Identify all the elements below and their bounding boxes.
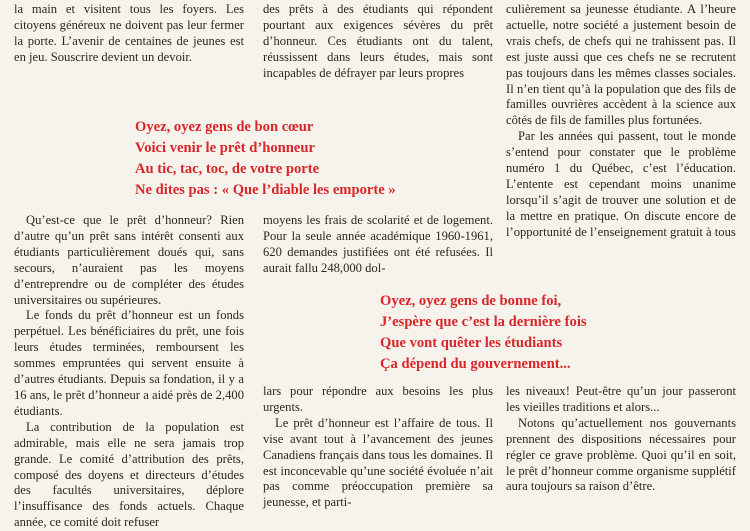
verse-line: Oyez, oyez gens de bon cœur [135, 119, 314, 135]
verse-stanza-1 [135, 117, 396, 201]
verse-line: J’espère que c’est la dernière fois [380, 314, 587, 330]
paragraph: Le prêt d’honneur est l’affaire de tous. Il vise avant tout à l’avancement des jeunes Canadiens français dans tous les domaines. Il est inconcevable qu’une société évoluée n’ait pas comme préoccupation première sa jeunesse, et parti- [263, 415, 493, 510]
verse-line: Oyez, oyez gens de bonne foi, [380, 293, 562, 309]
verse-line: Voici venir le prêt d’honneur [135, 140, 315, 156]
verse-line: Que vont quêter les étudiants [380, 335, 563, 351]
middle-column-1 [14, 213, 244, 531]
paragraph: des prêts à des étudiants qui répondent pourtant aux exigences sévères du prêt d’honneur. Ces étudiants ont du talent, réussissent dans leurs études, mais sont incapables de défrayer par leurs propres [263, 2, 493, 80]
paragraph: Par les années qui passent, tout le monde s’entend pour constater que le problème numéro 1 du Québec, c’est l’éducation. L’entente est cependant moins unanime lorsqu’il s’agit de trouver une solution et de la mettre en pratique. On discute encore de l’opportunité de l’enseignement gratuit à tous [506, 129, 736, 239]
middle-column-2 [263, 213, 493, 277]
paragraph: culièrement sa jeunesse étudiante. A l’heure actuelle, notre société a justement besoin de vrais chefs, de chefs qui ne trahissent pas. Il est juste aussi que ces chefs ne se recrutent pas toujours dans les mêmes classes sociales. Il n’en tient qu’à la population que des fils de familles ouvrières accèdent à la science aux côtés de fils de familles plus fortunées. [506, 2, 736, 128]
verse-line: Au tic, tac, toc, de votre porte [135, 161, 320, 177]
paragraph: lars pour répondre aux besoins les plus urgents. [263, 384, 493, 414]
verse-line: Ne dites pas : « Que l’diable les emporte » [135, 182, 396, 198]
bottom-column-2 [263, 384, 493, 511]
verse-stanza-2 [380, 291, 587, 375]
paragraph: la main et visitent tous les foyers. Les citoyens généreux ne doivent pas leur fermer la porte. L’avenir de centaines de jeunes est en jeu. Souscrire devient un devoir. [14, 2, 244, 64]
bottom-column-3 [506, 384, 736, 495]
paragraph: Qu’est-ce que le prêt d’honneur? Rien d’autre qu’un prêt sans intérêt consenti aux étudiants particulièrement doués qui, sans secours, n’auraient pas les moyens d’entreprendre ou de compléter des études universitaires ou supérieures. [14, 213, 244, 307]
paragraph: La contribution de la population est admirable, mais elle ne sera jamais trop grande. Le comité d’attribution des prêts, composé des doyens et directeurs d’études des facultés universitaires, déplore l’insuffisance des fonds actuels. Chaque année, ce comité doit refuser [14, 419, 244, 530]
paragraph: Notons qu’actuellement nos gouvernants prennent des dispositions nécessaires pour régler ce grave problème. Quoi qu’il en soit, le prêt d’honneur comme organisme supplétif aura toujours sa raison d’être. [506, 415, 736, 494]
verse-line: Ça dépend du gouvernement... [380, 356, 571, 372]
paragraph: les niveaux! Peut-être qu’un jour passeront les vieilles traditions et alors... [506, 384, 736, 414]
top-column-1 [14, 2, 244, 66]
paragraph: Le fonds du prêt d’honneur est un fonds perpétuel. Les bénéficiaires du prêt, une fois leurs études terminées, remboursent les sommes empruntées qui servent ensuite à d’autres étudiants. Depuis sa fondation, il y a 16 ans, le prêt d’honneur a aidé près de 2,400 étudiants. [14, 308, 244, 418]
top-column-2 [263, 2, 493, 82]
top-column-3 [506, 2, 736, 241]
paragraph: moyens les frais de scolarité et de logement. Pour la seule année académique 1960-1961, 620 demandes justifiées ont été refusées. Il aurait fallu 248,000 dol- [263, 213, 493, 275]
